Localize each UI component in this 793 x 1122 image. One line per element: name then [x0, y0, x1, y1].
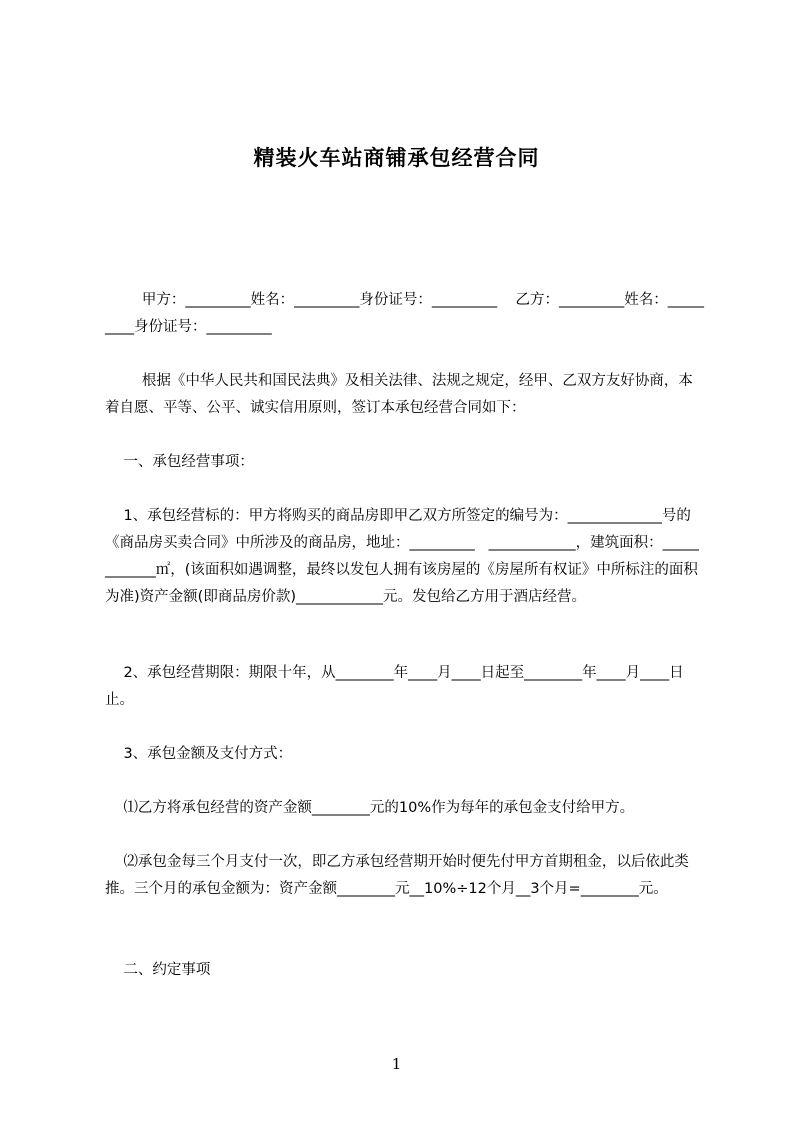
section-heading-1: 一、承包经营事项：: [105, 454, 254, 470]
page-number: 1: [391, 1055, 402, 1073]
clause-1-2: 2、承包经营期限：期限十年，从________年____月____日起至________年____月____日止。: [105, 665, 684, 708]
clause-1-3-heading: 3、承包金额及支付方式：: [105, 746, 293, 762]
section-heading-2: 二、约定事项: [105, 962, 211, 978]
preamble-paragraph: 根据《中华人民共和国民法典》及相关法律、法规之规定，经甲、乙双方友好协商，本着自愿、平等、公平、诚实信用原则，签订本承包经营合同如下：: [105, 373, 693, 416]
document-title: 精装火车站商铺承包经营合同: [253, 146, 540, 170]
clause-1-1: 1、承包经营标的：甲方将购买的商品房即甲乙双方所签定的编号为：_____________号的《商品房买卖合同》中所涉及的商品房，地址：_________ ____________，建筑面积：____________㎡，(该面积如遇调整，最终以发包人拥有该房屋的《房屋所有权证》中所标注的面积为准)资产金额(即商品房价款)____________元。发包给乙方用于酒店经营。: [105, 508, 699, 605]
parties-line: 甲方：_________姓名：_________身份证号：_________ 乙方：_________姓名：_________身份证号：_________: [105, 292, 705, 335]
clause-1-3-2: ⑵承包金每三个月支付一次，即乙方承包经营期开始时便先付甲方首期租金，以后依此类推。三个月的承包金额为：资产金额________元__10%÷12个月__3个月=________元。: [105, 854, 689, 897]
clause-1-3-1: ⑴乙方将承包经营的资产金额________元的10%作为每年的承包金支付给甲方。: [105, 800, 635, 816]
